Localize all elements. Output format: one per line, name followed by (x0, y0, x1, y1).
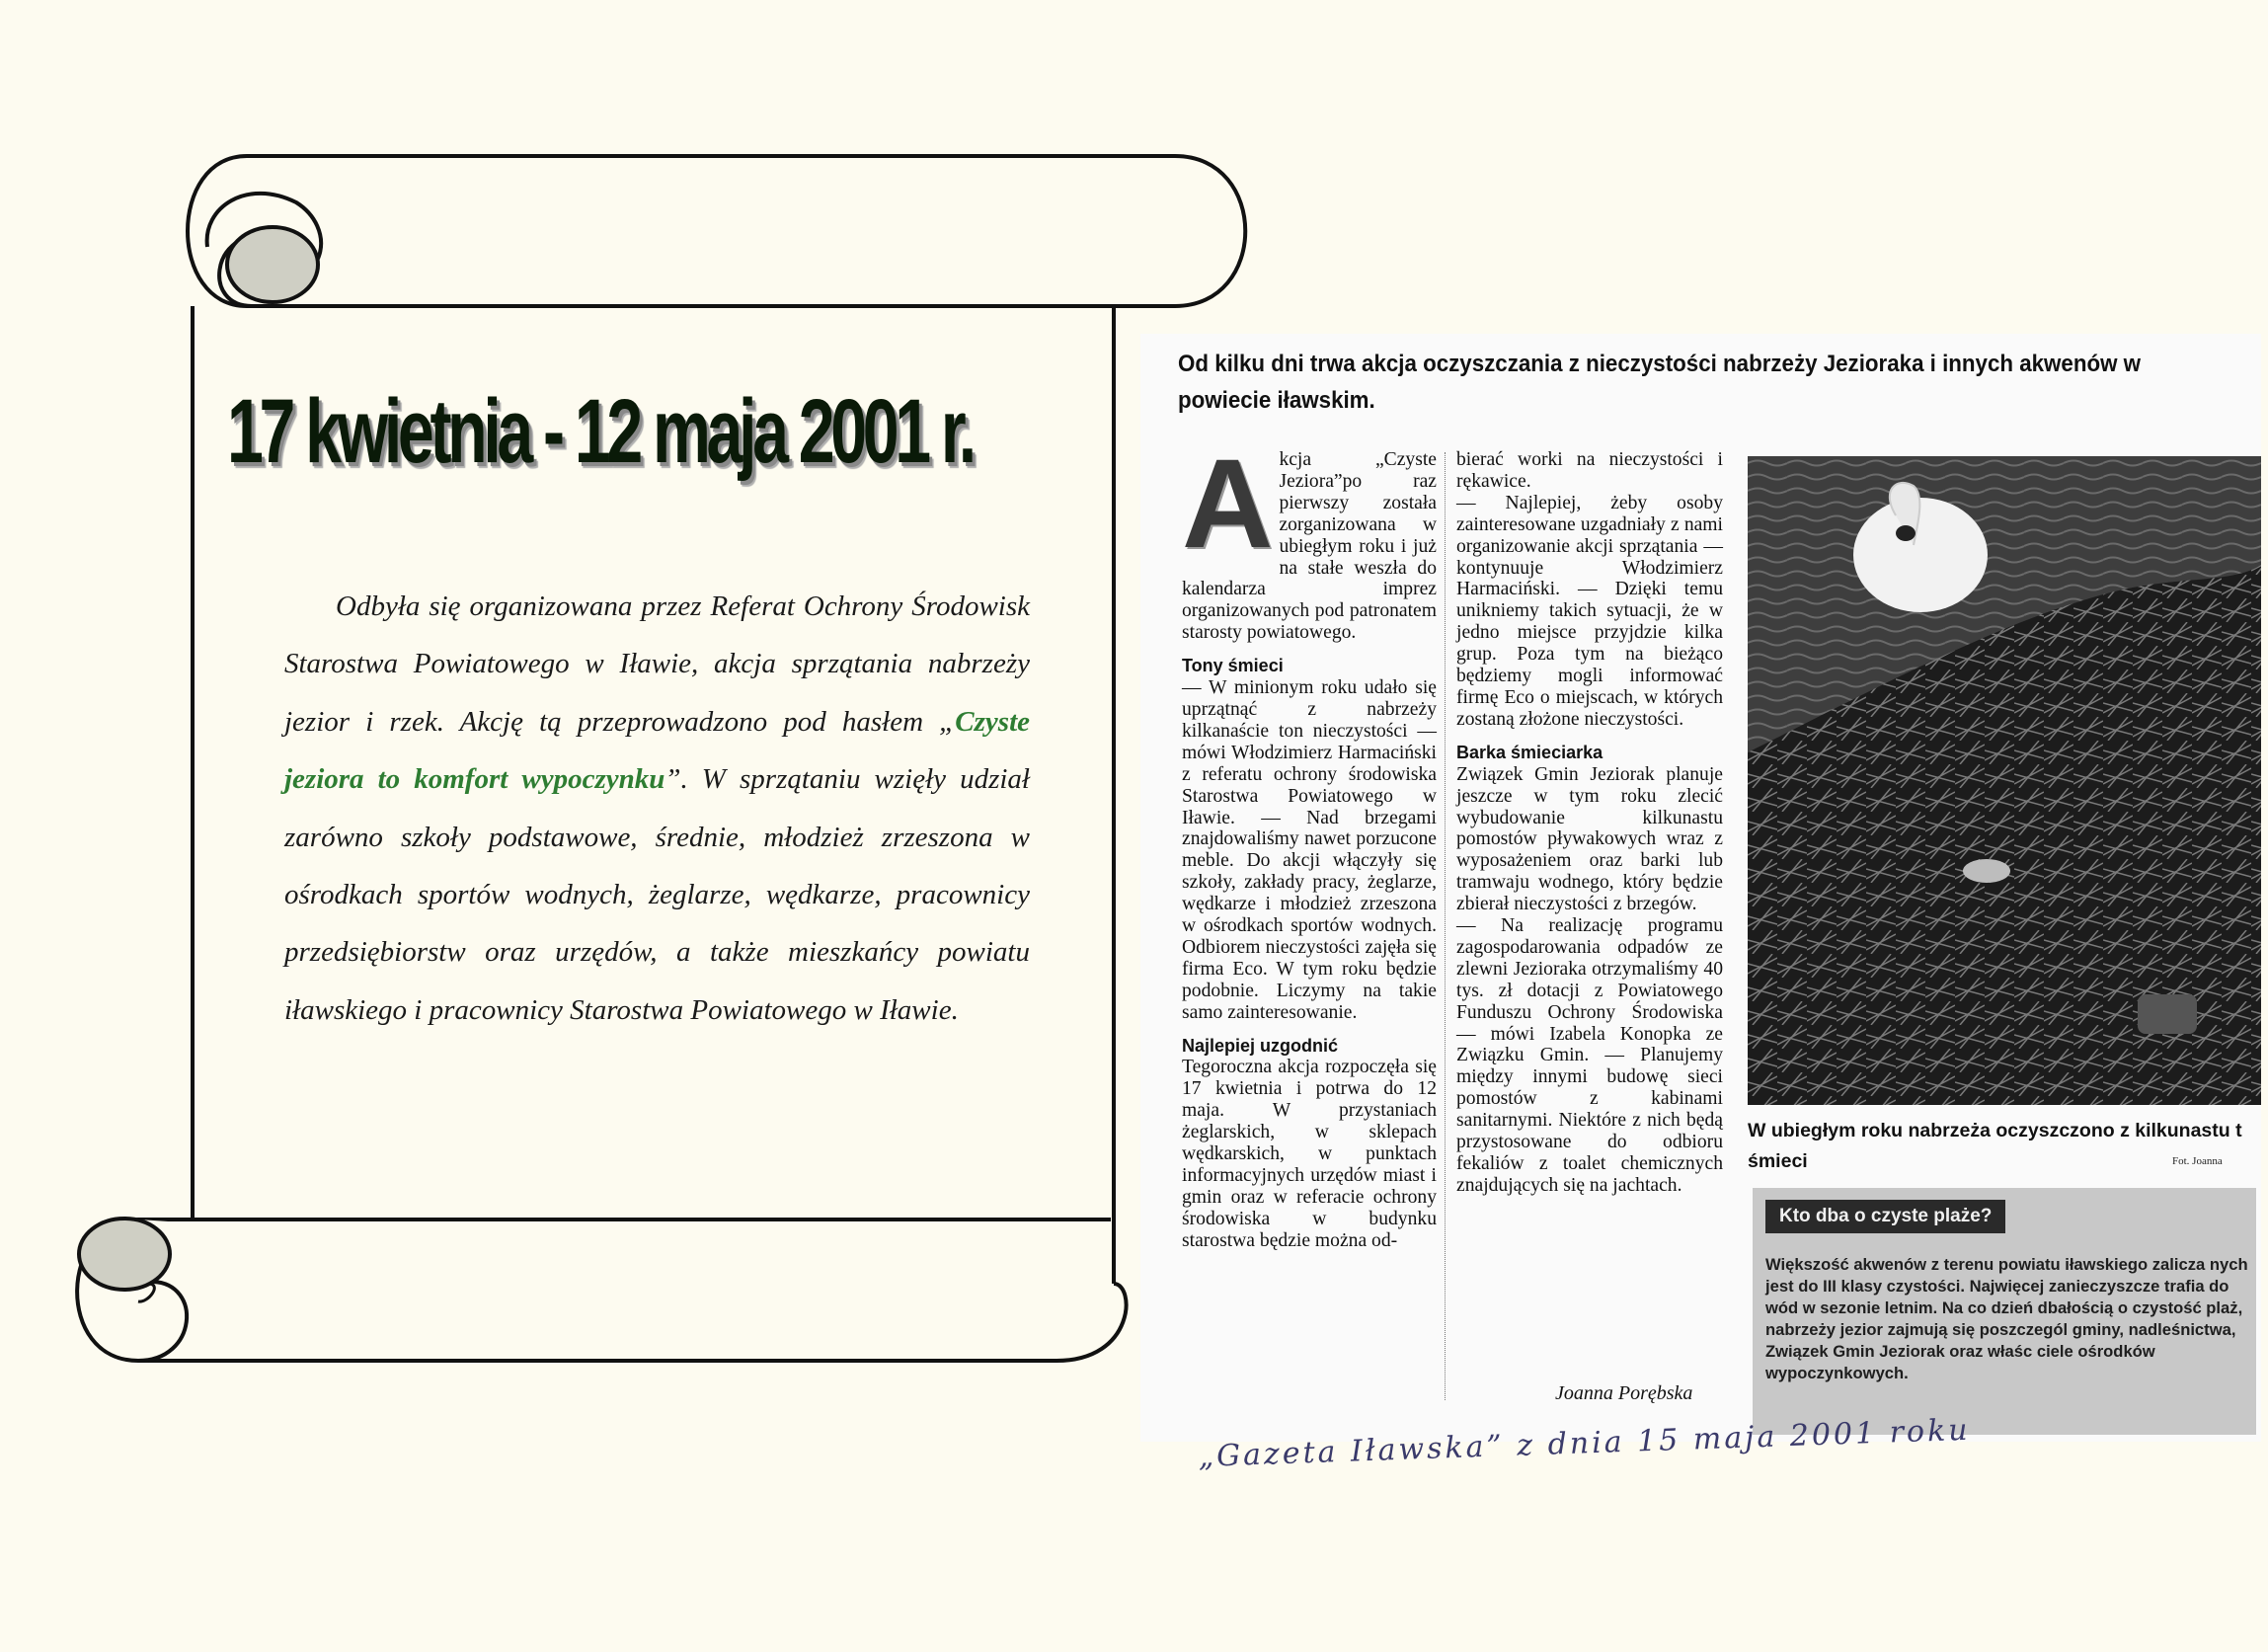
photo-caption: W ubiegłym roku nabrzeża oczyszczono z kilkunastu t śmieci (1748, 1120, 2242, 1172)
lead-paragraph: kcja „Czyste Jeziora”po raz pierwszy została zorganizowana w ubiegłym roku i już na stałe weszła do kalendarza imprez organizowanych pod patronatem starosty powiatowego. (1182, 449, 1437, 644)
paragraph: Tegoroczna akcja rozpoczęła się 17 kwietnia i potrwa do 12 maja. W przystaniach żeglarskich, w sklepach wędkarskich, w punktach informacyjnych urzędów miast i gmin oraz w referacie ochrony środowiska w budynku starostwa będzie można od- (1182, 1057, 1437, 1251)
article-column-1 (1182, 433, 1437, 1252)
subheading-barka-smieciarka: Barka śmieciarka (1456, 742, 1603, 762)
photo-credit: Fot. Joanna (2172, 1155, 2223, 1167)
article-author: Joanna Porębska (1555, 1382, 1693, 1404)
clipping-headline: Od kilku dni trwa akcja oczyszczania z nieczystości nabrzeży Jezioraka i innych akwenów w powiecie iławskim. (1178, 351, 2142, 414)
scroll-top-roll (247, 156, 1245, 306)
scroll-body-text (284, 578, 1030, 1039)
body-before: Odbyła się organizowana przez Referat Ochrony Środowisk Starostwa Powiatowego w Iławie, akcja sprzątania nabrzeży jezior i rzek. Akcję tą przeprowadzono pod hasłem „ (284, 590, 1030, 738)
body-after: ”. W sprzątaniu wzięły udział zarówno szkoły podstawowe, średnie, młodzież zrzeszona w ośrodkach sportów wodnych, żeglarze, wędkarze, pracownicy przedsiębiorstw oraz urzędów, a także mieszkańcy powiatu iławskiego i pracownicy Starostwa Powiatowego w Iławie. (284, 763, 1030, 1026)
slogan: Czyste jeziora to komfort wypoczynku (284, 705, 1030, 796)
article-column-2 (1456, 449, 1723, 1197)
swan-photo (1748, 456, 2261, 1105)
sidebar-box-title: Kto dba o czyste plaże? (1765, 1200, 2005, 1233)
sidebar-box-body: Większość akwenów z terenu powiatu iławskiego zalicza nych jest do III klasy czystości. Najwięcej zanieczyszcze trafia do wód w sezonie letnim. Na co dzień dbałością o czystość plaż, nabrzeży jezior zajmują się poszczegól gminy, nadleśnictwa, Związek Gmin Jeziorak oraz właśc ciele ośrodków wypoczynkowych. (1765, 1255, 2248, 1382)
subheading-najlepiej-uzgodnic: Najlepiej uzgodnić (1182, 1035, 1339, 1056)
scroll-title: 17 kwietnia - 12 maja 2001 r. (227, 381, 973, 482)
handwritten-note: „Gazeta Iławska” z dnia 15 maja 2001 roku (1198, 1412, 1972, 1474)
paragraph: — W minionym roku udało się uprzątnąć z nabrzeży kilkanaście ton nieczystości — mówi Włodzimierz Harmaciński z referatu ochrony środowiska Starostwa Powiatowego w Iławie. — Nad brzegami znajdowaliśmy nawet porzucone meble. Do akcji włączyły się szkoły, zakłady pracy, żeglarze, wędkarze i młodzież zrzeszona w ośrodkach sportów wodnych. Odbiorem nieczystości zajęła się firma Eco. W tym roku będzie podobnie. Liczymy na takie samo zainteresowanie. (1182, 677, 1437, 1023)
paragraph: Związek Gmin Jeziorak planuje jeszcze w tym roku zlecić wybudowanie kilkunastu pomostów pływakowych wraz z wyposażeniem oraz barki lub tramwaju wodnego, który będzie zbierał nieczystości z brzegów. (1456, 763, 1723, 915)
column-divider (1445, 452, 1447, 1400)
subheading-tony-smieci: Tony śmieci (1182, 656, 1284, 676)
paragraph: bierać worki na nieczystości i rękawice. (1456, 449, 1723, 492)
paragraph: — Na realizację programu zagospodarowania odpadów ze zlewni Jezioraka otrzymaliśmy 40 tys. zł dotacji z Powiatowego Funduszu Ochrony Środowiska — mówi Izabela Konopka ze Związku Gmin. — Planujemy między innymi budowę sieci pomostów z kabinami sanitarnymi. Niektóre z nich będą przystosowane do odbioru fekaliów z toalet chemicznych znajdujących się na jachtach. (1456, 915, 1723, 1196)
drop-cap: A (1182, 433, 1274, 575)
paragraph: — Najlepiej, żeby osoby zainteresowane uzgadniały z nami organizowanie akcji sprzątania — kontynuuje Włodzimierz Harmaciński. — Dzięki temu unikniemy takich sytuacji, że w jedno miejsce przyjdzie kilka grup. Poza tym na bieżąco będziemy mogli informować firmę Eco o miejscach, w których zostaną złożone nieczystości. (1456, 492, 1723, 730)
